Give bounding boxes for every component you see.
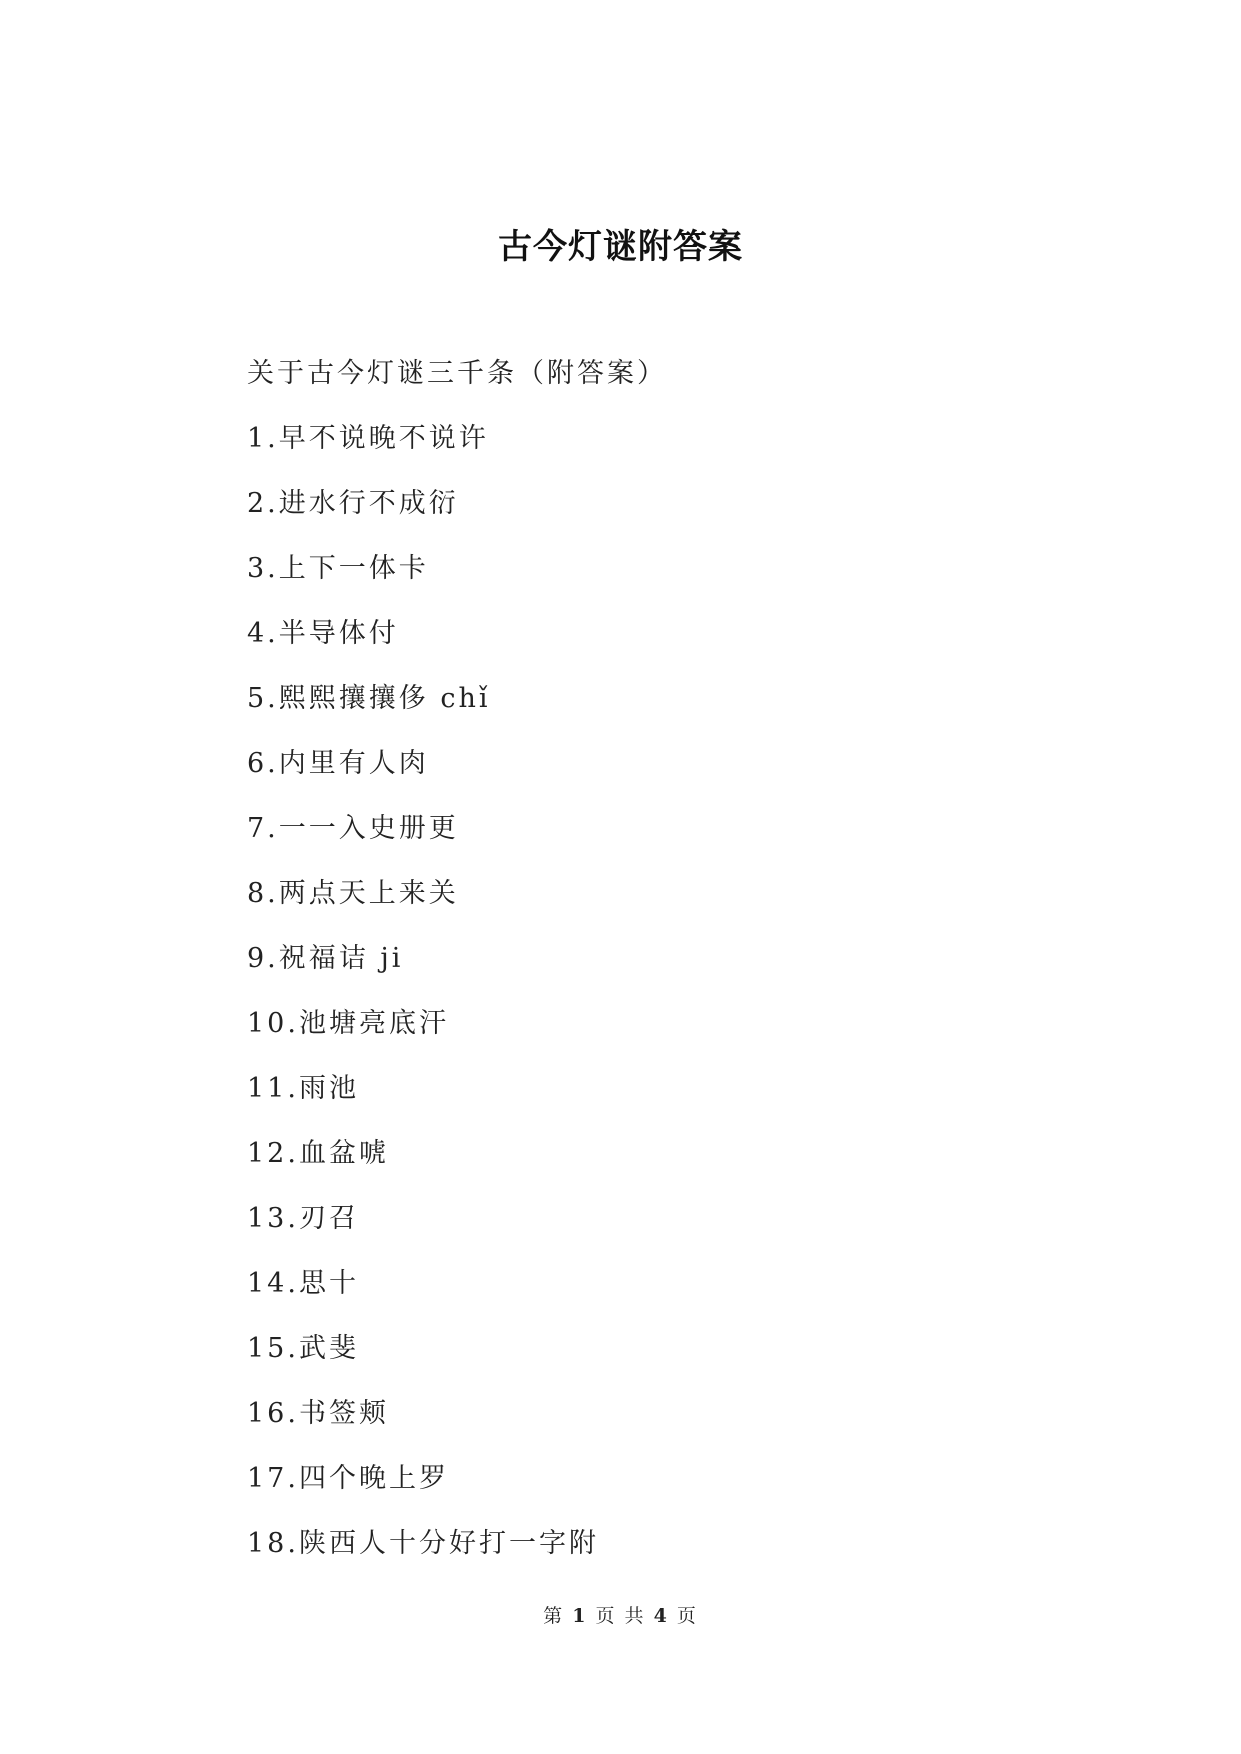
riddle-item: 1.早不说晚不说许: [247, 423, 489, 454]
riddle-item: 18.陕西人十分好打一字附: [247, 1528, 599, 1559]
footer-suffix: 页: [676, 1605, 698, 1627]
riddle-item: 17.四个晚上罗: [247, 1463, 449, 1494]
document-body: [247, 354, 1047, 1589]
footer-total-pages: 4: [653, 1605, 669, 1627]
riddle-item: 6.内里有人肉: [247, 748, 429, 779]
page-footer: [0, 1602, 1241, 1630]
intro-line: 关于古今灯谜三千条（附答案）: [247, 358, 667, 389]
footer-prefix: 第: [543, 1605, 565, 1627]
riddle-item: 8.两点天上来关: [247, 878, 459, 909]
riddle-item: 14.思十: [247, 1268, 359, 1299]
riddle-item: 4.半导体付: [247, 618, 399, 649]
riddle-item: 16.书签颊: [247, 1398, 389, 1429]
riddle-item: 2.进水行不成衍: [247, 488, 459, 519]
riddle-item: 5.熙熙攘攘侈 chǐ: [247, 683, 491, 714]
riddle-item: 7.一一入史册更: [247, 813, 459, 844]
riddle-item: 13.刃召: [247, 1203, 359, 1234]
footer-middle: 页 共: [595, 1605, 646, 1627]
riddle-item: 3.上下一体卡: [247, 553, 429, 584]
page-title: 古今灯谜附答案: [498, 227, 743, 267]
riddle-item: 15.武斐: [247, 1333, 359, 1364]
riddle-item: 12.血盆唬: [247, 1138, 389, 1169]
footer-page-number: 1: [572, 1605, 588, 1627]
riddle-item: 11.雨池: [247, 1073, 359, 1104]
riddle-item: 9.祝福诘 ji: [247, 943, 404, 974]
riddle-item: 10.池塘亮底汗: [247, 1008, 449, 1039]
